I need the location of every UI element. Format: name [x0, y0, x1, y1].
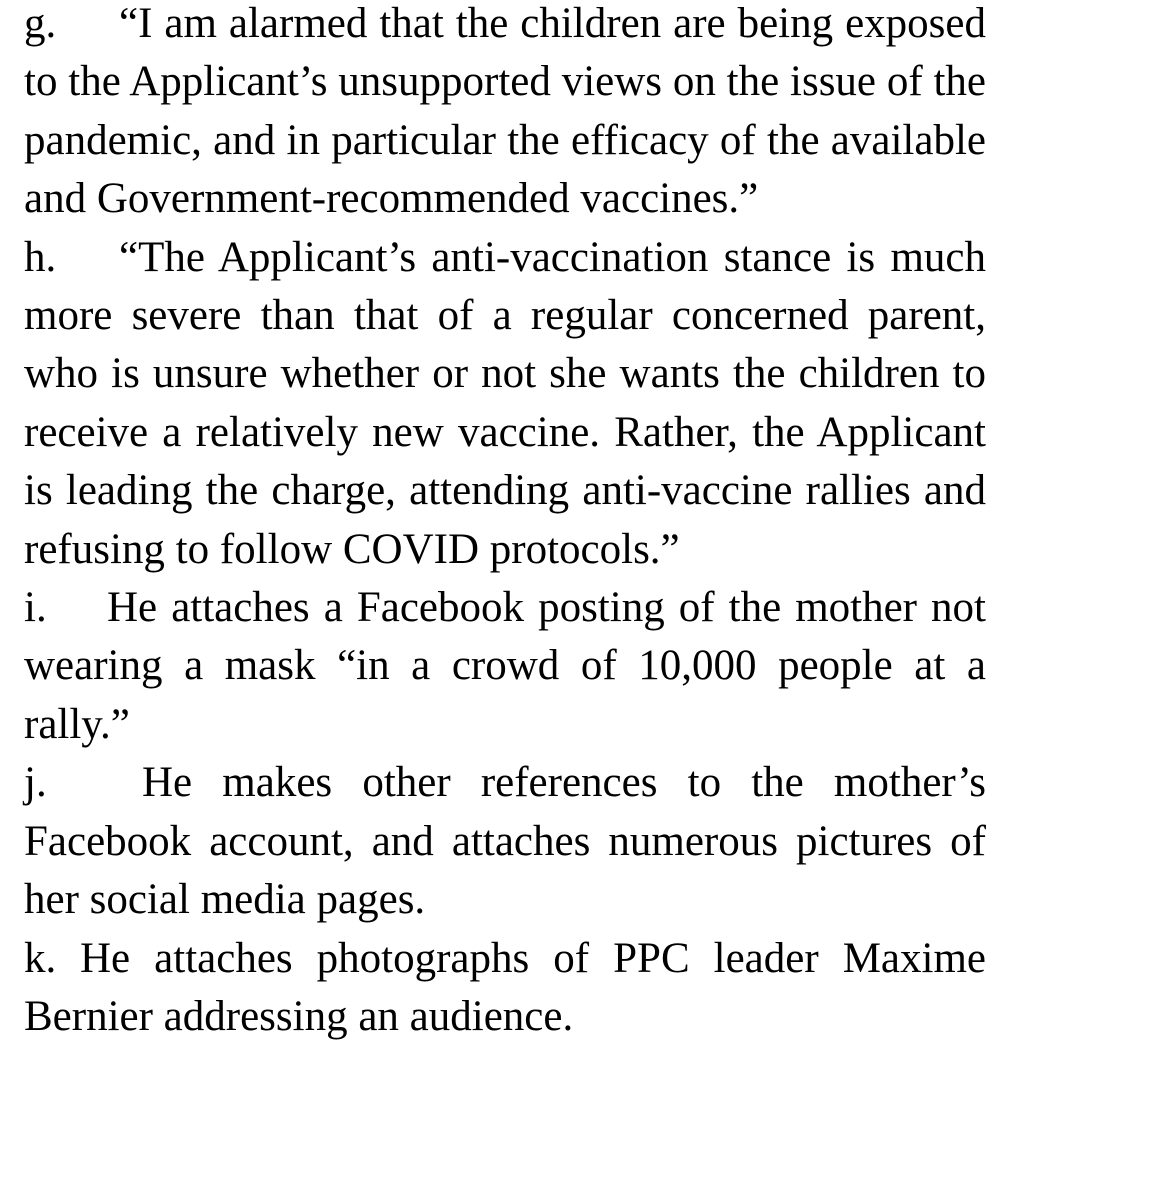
list-item-text: He attaches photographs of PPC leader Maxime Bernier addressing an audience.: [24, 934, 986, 1040]
list-marker: j.: [24, 759, 47, 807]
list-item-k: [24, 930, 986, 1047]
list-marker: i.: [24, 584, 47, 632]
list-item-text: He attaches a Facebook posting of the mother not wearing a mask “in a crowd of 10,000 people at a rally.”: [24, 584, 986, 748]
list-item-i: [24, 579, 986, 754]
list-item-h: [24, 229, 986, 579]
list-item-text: “I am alarmed that the children are being exposed to the Applicant’s unsupported views on the issue of the pandemic, and in particular the efficacy of the available and Government-recommended vaccines.”: [24, 0, 986, 223]
list-item-text: He makes other references to the mother’s Facebook account, and attaches numerous pictures of her social media pages.: [24, 759, 986, 924]
list-item-text: “The Applicant’s anti-vaccination stance is much more severe than that of a regular concerned parent, who is unsure whether or not she wants the children to receive a relatively new vaccine. Rather, the Applicant is leading the charge, attending anti-vaccine rallies and refusing to follow COVID protocols.”: [24, 233, 986, 573]
list-item-j: [24, 754, 986, 929]
list-marker: g.: [24, 0, 57, 47]
list-item-g: [24, 0, 986, 229]
document-body: [24, 0, 986, 1046]
list-marker: h.: [24, 233, 57, 281]
list-marker: k.: [24, 934, 57, 982]
